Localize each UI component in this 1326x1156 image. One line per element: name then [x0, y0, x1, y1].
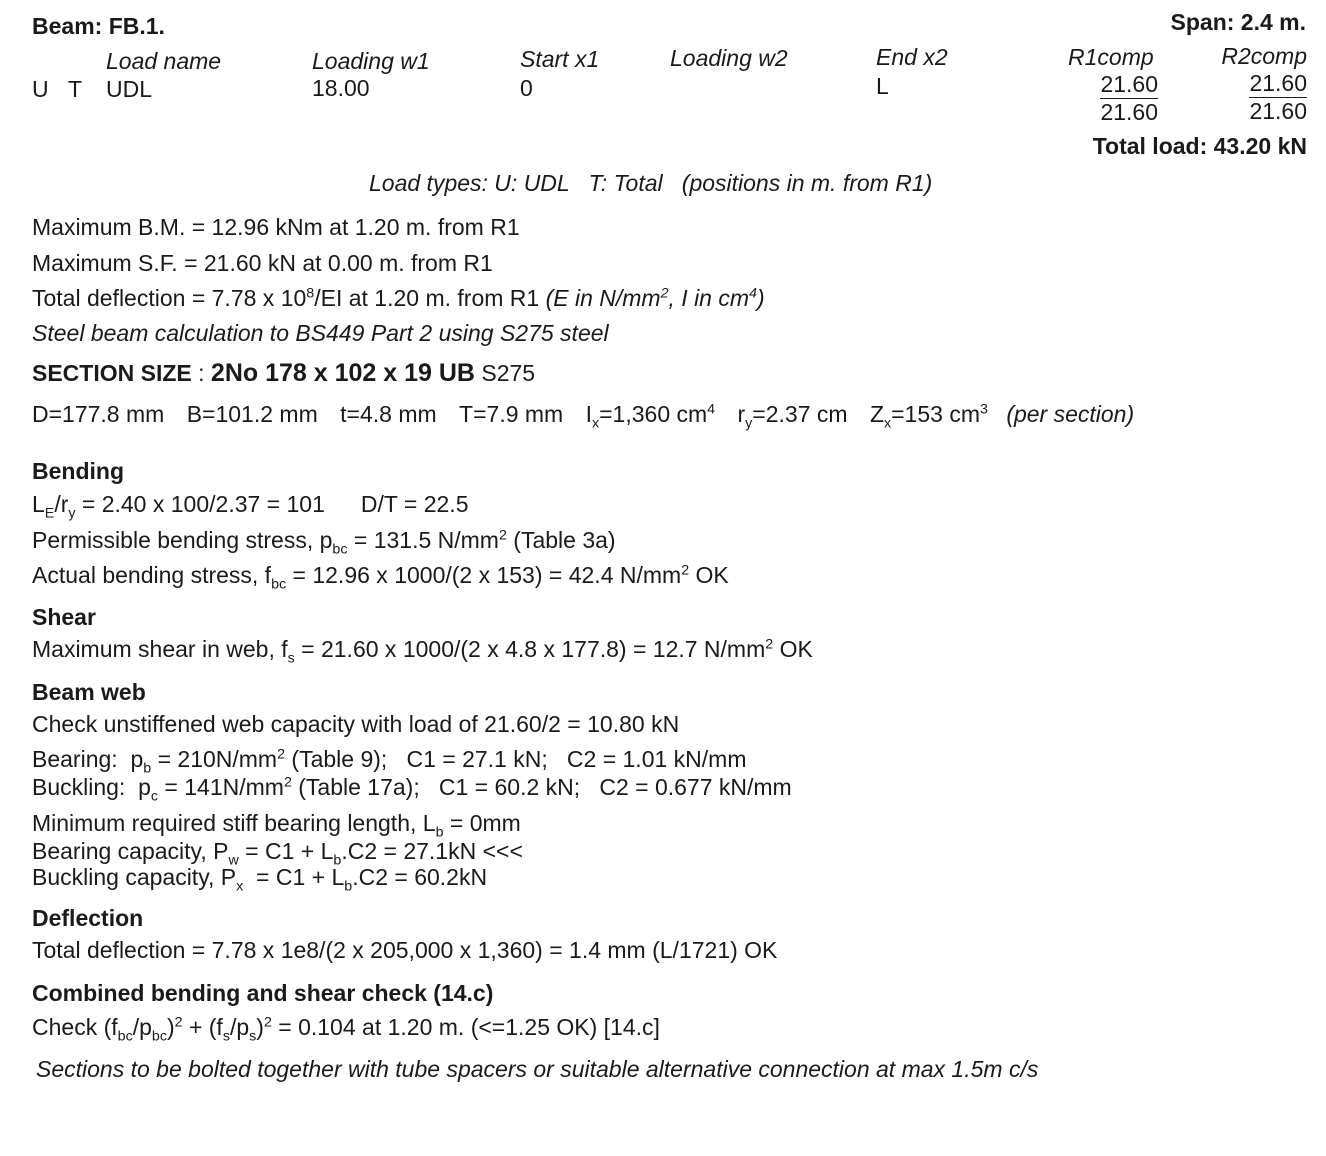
ry-sub: y	[745, 415, 753, 432]
bear-sq: 2	[277, 746, 286, 763]
shear-heading: Shear	[32, 604, 96, 630]
bear-c: (Table 9); C1 = 27.1 kN; C2 = 1.01 kN/mm	[285, 746, 747, 772]
total-deflection-formula	[32, 287, 765, 310]
beam-value: FB.1.	[108, 13, 165, 39]
kc-sub: x	[236, 878, 244, 895]
connection-note: Sections to be bolted together with tube spacers or suitable alternative connection at max 1.5m c/s	[36, 1056, 1039, 1082]
zx-pre: Z	[869, 401, 884, 427]
buckling-capacity	[32, 864, 488, 895]
act-sq: 2	[681, 562, 690, 579]
ix-pre: I	[585, 401, 592, 427]
actual-bending-stress	[32, 562, 729, 593]
combined-heading: Combined bending and shear check (14.c)	[32, 980, 494, 1006]
cmb-e2: 2	[263, 1014, 272, 1031]
dt-ratio: D/T = 22.5	[360, 491, 469, 517]
bc-sub2: b	[333, 852, 342, 869]
shear-sub: s	[287, 650, 295, 667]
load-name: UDL	[106, 76, 153, 102]
min-a: Minimum required stiff bearing length, L	[32, 810, 436, 836]
deflection-heading: Deflection	[32, 905, 144, 931]
defl-text-b: /EI at 1.20 m. from R1	[314, 285, 546, 311]
shear-b: = 21.60 x 1000/(2 x 4.8 x 177.8) = 12.7 N/mm	[294, 636, 766, 662]
col-end-x2: End x2	[876, 44, 948, 70]
shear-sq: 2	[765, 636, 774, 653]
cmb-c: )	[166, 1014, 175, 1040]
ry-val: =2.37 cm	[752, 401, 848, 427]
buck-c: (Table 17a); C1 = 60.2 kN; C2 = 0.677 kN/mm	[291, 774, 792, 800]
defl-exp: 8	[306, 285, 315, 302]
cmb-f: )	[256, 1014, 264, 1040]
cmb-s1: bc	[117, 1028, 133, 1045]
buck-a: Buckling: p	[32, 774, 151, 800]
ix-exp: 4	[707, 401, 716, 418]
defl-text-a: Total deflection = 7.78 x 10	[32, 285, 307, 311]
beam-label: Beam:	[32, 13, 103, 39]
perm-c: (Table 3a)	[506, 527, 616, 553]
r2-value-text: 21.60	[1249, 70, 1307, 96]
start-x1: 0	[520, 75, 533, 101]
r1-value-text: 21.60	[1100, 71, 1158, 97]
section-properties	[32, 401, 1135, 432]
prop-d: D=177.8 mm	[32, 401, 165, 427]
act-c: OK	[689, 562, 729, 588]
col-r2comp: R2comp	[1221, 43, 1307, 69]
shear-a: Maximum shear in web, f	[32, 636, 288, 662]
bearing-capacity	[32, 838, 523, 869]
ry: /r	[54, 491, 69, 517]
prop-b: B=101.2 mm	[186, 401, 318, 427]
defl-sq: 2	[660, 285, 669, 302]
r1-total: 21.60	[1100, 99, 1158, 125]
ry-sub-b: y	[68, 505, 76, 522]
beam-title	[32, 15, 165, 38]
min-b: = 0mm	[443, 810, 521, 836]
ix-val: =1,360 cm	[599, 401, 708, 427]
end-x2: L	[876, 73, 889, 99]
prop-t: t=4.8 mm	[340, 401, 437, 427]
le: L	[32, 491, 45, 517]
cmb-g: = 0.104 at 1.20 m. (<=1.25 OK) [14.c]	[271, 1014, 660, 1040]
cmb-s2: bc	[151, 1028, 167, 1045]
shear-c: OK	[773, 636, 813, 662]
r2-value	[1237, 72, 1307, 95]
bc-c: .C2 = 27.1kN <<<	[341, 838, 523, 864]
kc-a: Buckling capacity, P	[32, 864, 237, 890]
col-load-name: Load name	[106, 48, 222, 74]
zx-exp: 3	[979, 401, 988, 418]
total-load: Total load: 43.20 kN	[1092, 133, 1307, 159]
kc-c: .C2 = 60.2kN	[352, 864, 488, 890]
le-sub: E	[44, 505, 55, 522]
bending-heading: Bending	[32, 458, 124, 484]
le-val: = 2.40 x 100/2.37 = 101	[75, 491, 325, 517]
col-start-x1: Start x1	[520, 46, 600, 72]
cmb-b: /p	[132, 1014, 152, 1040]
prop-ry	[737, 401, 848, 432]
cmb-d: + (f	[182, 1014, 223, 1040]
act-sub: bc	[271, 576, 287, 593]
combined-line	[32, 1014, 660, 1045]
cmb-e1: 2	[174, 1014, 183, 1031]
zx-sub: x	[884, 415, 892, 432]
buckling-line	[32, 774, 792, 805]
min-sub: b	[435, 824, 444, 841]
col-loading-w1: Loading w1	[312, 48, 430, 74]
load-types-note: Load types: U: UDL T: Total (positions in m. from R1)	[369, 170, 933, 196]
act-b: = 12.96 x 1000/(2 x 153) = 42.4 N/mm	[286, 562, 682, 588]
defl-4: 4	[749, 285, 757, 302]
kc-b: = C1 + L	[243, 864, 345, 890]
ry-pre: r	[737, 401, 746, 427]
defl-text-d: , I in cm	[668, 285, 750, 311]
calc-note: Steel beam calculation to BS449 Part 2 using S275 steel	[32, 320, 609, 346]
defl-text-c: (E in N/mm	[545, 285, 661, 311]
cmb-s4: s	[249, 1028, 257, 1045]
perm-sub: bc	[332, 541, 348, 558]
buck-sub: c	[150, 788, 159, 805]
bear-a: Bearing: p	[32, 746, 144, 772]
prop-zx	[869, 401, 988, 432]
web-check: Check unstiffened web capacity with load of 21.60/2 = 10.80 kN	[32, 711, 680, 737]
bear-sub: b	[143, 760, 152, 777]
ix-sub: x	[592, 415, 600, 432]
section-grade: S275	[474, 360, 536, 386]
buck-sq: 2	[283, 774, 292, 791]
deflection-line: Total deflection = 7.78 x 1e8/(2 x 205,000 x 1,360) = 1.4 mm (L/1721) OK	[32, 937, 778, 963]
prop-per-section: (per section)	[1006, 401, 1135, 427]
prop-tf: T=7.9 mm	[459, 401, 564, 427]
section-label: SECTION SIZE	[32, 360, 192, 386]
span-value: Span: 2.4 m.	[1170, 9, 1306, 35]
prop-ix	[585, 401, 716, 432]
permissible-bending-stress	[32, 527, 616, 558]
bear-b: = 210N/mm	[151, 746, 278, 772]
shear-line	[32, 636, 813, 667]
defl-units	[546, 285, 765, 311]
buck-b: = 141N/mm	[158, 774, 284, 800]
beam-web-heading: Beam web	[32, 679, 146, 705]
col-loading-w2: Loading w2	[670, 45, 788, 71]
load-type-t: T	[68, 76, 83, 102]
r1-value	[1090, 73, 1158, 96]
defl-text-e: )	[756, 285, 765, 311]
bc-b: = C1 + L	[238, 838, 334, 864]
cmb-a: Check (f	[32, 1014, 118, 1040]
cmb-s3: s	[222, 1028, 230, 1045]
bc-sub: w	[228, 852, 239, 869]
perm-b: = 131.5 N/mm	[347, 527, 499, 553]
section-size	[32, 361, 535, 386]
col-r1comp: R1comp	[1068, 44, 1154, 70]
r2-total: 21.60	[1249, 98, 1307, 124]
zx-val: =153 cm	[891, 401, 980, 427]
loading-w1: 18.00	[312, 75, 370, 101]
min-bearing-length	[32, 810, 521, 841]
bc-a: Bearing capacity, P	[32, 838, 229, 864]
perm-a: Permissible bending stress, p	[32, 527, 333, 553]
act-a: Actual bending stress, f	[32, 562, 272, 588]
max-bending-moment: Maximum B.M. = 12.96 kNm at 1.20 m. from R1	[32, 214, 520, 240]
cmb-e: /p	[229, 1014, 250, 1040]
bearing-line	[32, 746, 747, 777]
slenderness-line	[32, 491, 469, 522]
max-shear-force: Maximum S.F. = 21.60 kN at 0.00 m. from R1	[32, 250, 493, 276]
section-designation: 2No 178 x 102 x 19 UB	[210, 359, 475, 387]
load-type-u: U	[32, 76, 49, 102]
section-colon: :	[191, 360, 211, 386]
kc-sub2: b	[344, 878, 353, 895]
perm-sq: 2	[498, 527, 507, 544]
